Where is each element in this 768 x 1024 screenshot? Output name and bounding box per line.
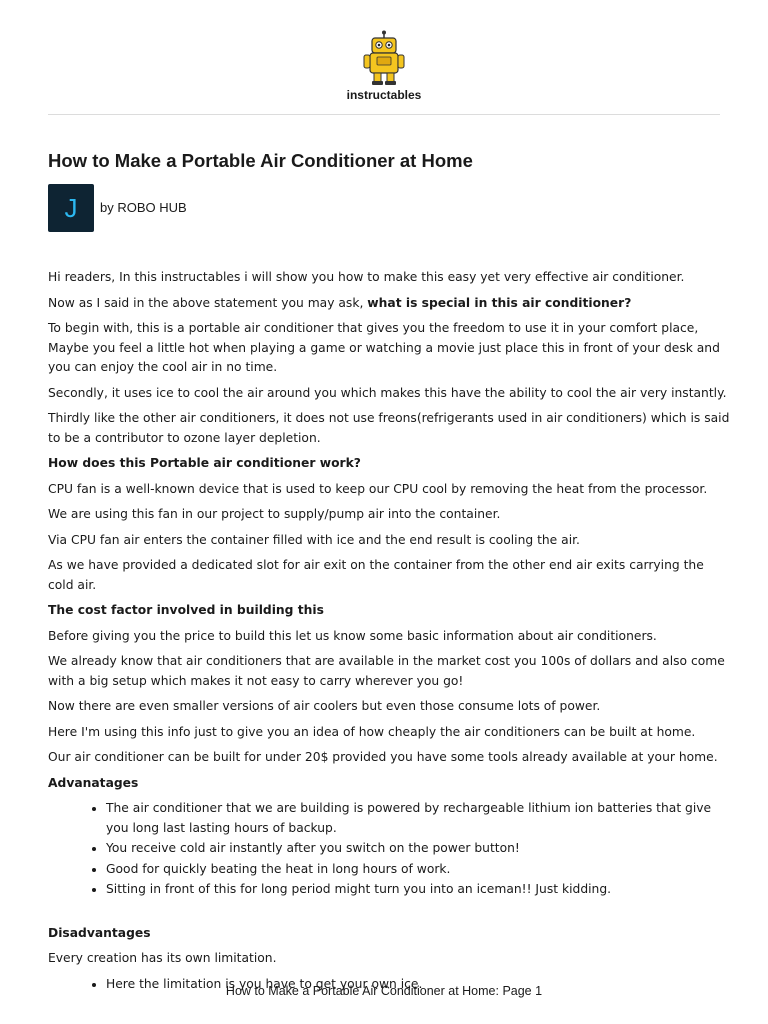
paragraph: CPU fan is a well-known device that is used to keep our CPU cool by removing the heat from the processor. — [48, 481, 708, 496]
paragraph — [48, 294, 730, 314]
site-header — [0, 30, 768, 102]
section-heading: How does this Portable air conditioner work? — [48, 456, 361, 470]
brand-name[interactable]: instructables — [346, 88, 422, 102]
section-heading: Disadvantages — [48, 925, 151, 940]
paragraph: Here I'm using this info just to give you an idea of how cheaply the air conditioners can be built at home. — [48, 724, 696, 739]
paragraph: We already know that air conditioners that are available in the market cost you 100s of dollars and also come with a big setup which makes it not easy to carry wherever you go! — [48, 654, 725, 688]
paragraph: Now there are even smaller versions of air coolers but even those consume lots of power. — [48, 699, 601, 713]
paragraph: Thirdly like the other air conditioners, it does not use freons(refrigerants used in air conditioners) which is said to be a contributor to ozone layer depletion. — [48, 411, 730, 445]
list-item: • You receive cold air instantly after you switch on the power button! — [106, 839, 730, 859]
header-divider — [48, 114, 720, 115]
page-title: How to Make a Portable Air Conditioner at Home — [48, 150, 473, 171]
list-item: • Good for quickly beating the heat in long hours of work. — [106, 860, 730, 880]
paragraph: Hi readers, In this instructables i will show you how to make this easy yet very effective air conditioner. — [48, 270, 685, 284]
paragraph: Every creation has its own limitation. — [48, 951, 277, 965]
paragraph: We are using this fan in our project to supply/pump air into the container. — [48, 507, 501, 521]
section-heading: The cost factor involved in building this — [48, 603, 324, 617]
section-heading: Advanatages — [48, 775, 139, 790]
paragraph-bold-question: what is special in this air conditioner? — [367, 295, 632, 310]
list-item: • Sitting in front of this for long period might turn you into an iceman!! Just kidding. — [106, 880, 730, 900]
paragraph: Via CPU fan air enters the container filled with ice and the end result is cooling the air. — [48, 532, 580, 547]
paragraph: To begin with, this is a portable air conditioner that gives you the freedom to use it in your comfort place, Maybe you feel a little hot when playing a game or watching a movie just place this in front of your desk and you can enjoy the cool air in no time. — [48, 321, 720, 374]
avatar-letter: J — [64, 193, 78, 223]
paragraph-text: Now as I said in the above statement you may ask, — [48, 295, 368, 310]
paragraph: As we have provided a dedicated slot for air exit on the container from the other end air exits carrying the cold air. — [48, 558, 704, 592]
author-byline[interactable]: by ROBO HUB — [100, 200, 187, 215]
advantages-list — [48, 799, 730, 900]
list-item: • Here the limitation is you have to get your own ice. — [106, 975, 730, 995]
paragraph: Our air conditioner can be built for under 20$ provided you have some tools already available at your home. — [48, 750, 718, 764]
spacer — [48, 906, 730, 924]
author-avatar[interactable] — [48, 184, 94, 232]
list-item: • The air conditioner that we are building is powered by rechargeable lithium ion batteries that give you long last lasting hours of backup. — [106, 799, 730, 838]
article-body — [48, 268, 730, 1000]
page-footer: How to Make a Portable Air Conditioner at Home: Page 1 — [225, 984, 543, 998]
robot-mascot-icon[interactable] — [362, 30, 406, 86]
paragraph: Secondly, it uses ice to cool the air around you which makes this have the ability to cool the air very instantly. — [48, 385, 727, 400]
paragraph: Before giving you the price to build this let us know some basic information about air conditioners. — [48, 628, 657, 643]
